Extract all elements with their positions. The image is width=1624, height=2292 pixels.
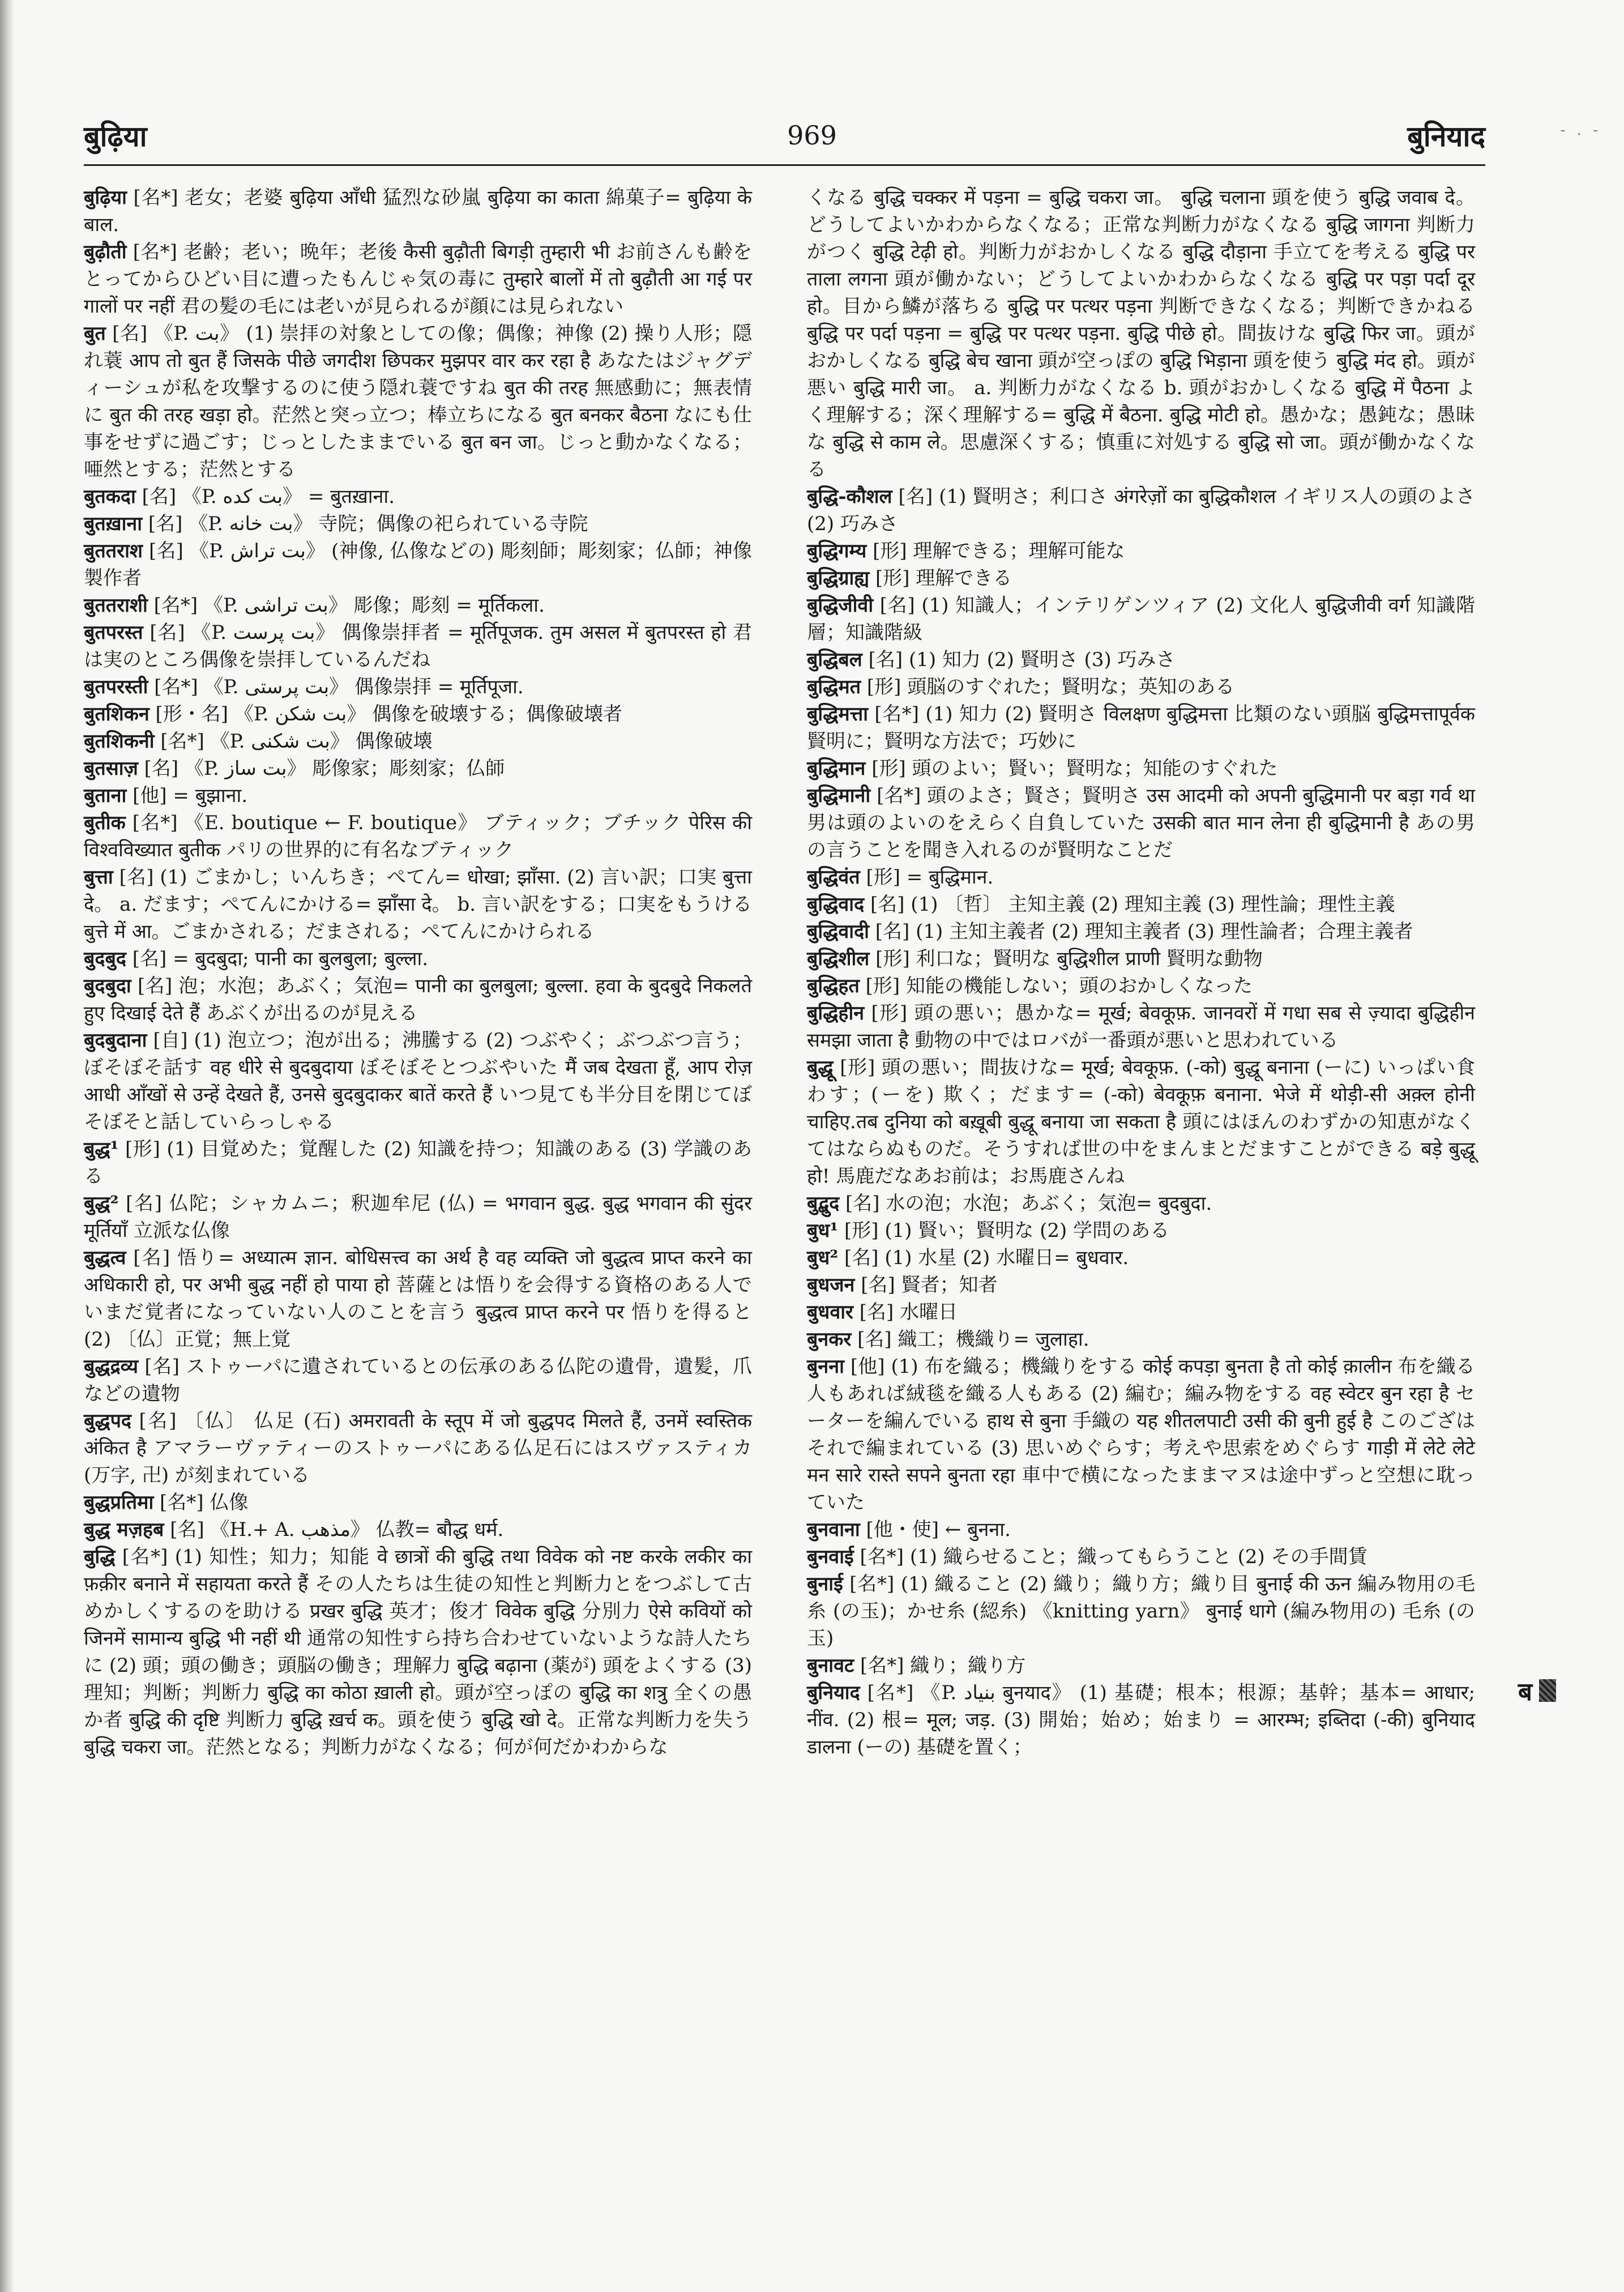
entry-definition: [名] 〔仏〕 仏足 (石) अमरावती के स्तूप में जो बुद्धपद मिलते हैं, उनमें स्वस्तिक अंकित है アマラーヴァティーのストゥーパにある仏足石にはスヴァスティカ (万字, 卍) が刻まれている	[84, 1410, 752, 1487]
entry-definition: [名] (1) 〔哲〕 主知主義 (2) 理知主義 (3) 理性論；理性主義	[864, 893, 1395, 916]
entry-definition: [名] 仏陀；シャカムニ；釈迦牟尼 (仏) = भगवान बुद्ध. बुद्ध भगवान की सुंदर मूर्तियाँ 立派な仏像	[84, 1192, 752, 1242]
entry-headword: बुद्धत्व	[84, 1247, 126, 1269]
dictionary-entry	[84, 1027, 752, 1136]
entry-headword: बुद्धि	[84, 1546, 116, 1568]
entry-definition: [形] (1) 賢い；賢明な (2) 学問のある	[838, 1219, 1170, 1242]
entry-headword: बुद्बुद	[807, 1192, 840, 1215]
entry-headword: बुद्धि-कौशल	[807, 485, 892, 508]
entry-definition: [名] 泡；水泡；あぶく；気泡= पानी का बुलबुला; बुल्ला. हवा के बुदबुदे निकलते हुए दिखाई देते हैं あぶくが出るのが見える	[84, 975, 752, 1025]
entry-headword: बुद्ध मज़हब	[84, 1518, 164, 1541]
entry-headword: बुतपरस्ती	[84, 676, 148, 698]
entry-definition: [自] (1) 泡立つ；泡が出る；沸騰する (2) つぶやく；ぶつぶつ言う；ぼそぼそ話す वह धीरे से बुदबुदाया ぼそぼそとつぶやいた मैं जब देखता हूँ, आप रोज़ आधी आँखों से उन्हें देखते हैं, उनसे बुदबुदाकर बातें करते हैं いつ見ても半分目を閉じてぼそぼそと話していらっしゃる	[84, 1029, 752, 1133]
entry-headword: बुदबुदाना	[84, 1029, 147, 1052]
entry-definition: [名] 《H.+ A. مذهب》 仏教= बौद्ध धर्म.	[164, 1518, 504, 1541]
entry-headword: बुनकर	[807, 1328, 852, 1351]
entry-definition: [名] 《P. بت ساز》 彫像家；彫刻家；仏師	[138, 757, 505, 780]
entry-headword: बुनना	[807, 1355, 844, 1378]
entry-definition: [名] (1) 賢明さ；利口さ अंगरेज़ों का बुद्धिकौशल イギリス人の頭のよさ (2) 巧みさ	[807, 485, 1475, 535]
dictionary-entry	[807, 1000, 1475, 1054]
entry-headword: बुद्धिग्राह्य	[807, 567, 870, 590]
entry-definition: [名*] 老女；老婆 बुढ़िया आँधी 猛烈な砂嵐 बुढ़िया का काता 綿菓子= बुढ़िया के बाल.	[84, 186, 752, 236]
entry-headword: बुनावट	[807, 1654, 854, 1677]
entry-definition: [名] 《P. بت خانه》 寺院；偶像の祀られている寺院	[142, 513, 588, 535]
dictionary-entry	[84, 728, 752, 755]
header-divider	[84, 164, 1485, 166]
entry-headword: बुदबुद	[84, 947, 126, 970]
entry-headword: बुद्धिवादी	[807, 920, 869, 943]
entry-definition: [形] 頭脳のすぐれた；賢明な；英知のある	[861, 676, 1235, 698]
entry-definition: [名] 《P. بت تراش》 (神像, 仏像などの) 彫刻師；彫刻家；仏師；神像製作者	[84, 540, 752, 590]
entry-definition: [名] (1) 水星 (2) 水曜日= बुधवार.	[838, 1247, 1129, 1269]
dictionary-entry	[807, 565, 1475, 592]
entry-headword: बुधजन	[807, 1274, 855, 1296]
entry-definition: [名] (1) ごまかし；いんちき；ぺてん= धोखा; झाँसा. (2) 言い訳；口実 बुत्ता दे。 a. だます；ぺてんにかける= झाँसा दे。 b. 言い訳をする；口実をもうける बुत्ते में आ。ごまかされる；だまされる；ぺてんにかけられる	[84, 866, 752, 943]
entry-definition: [名*] 《P. بت تراشی》 彫像；彫刻 = मूर्तिकला.	[147, 594, 545, 617]
dictionary-entry	[807, 1054, 1475, 1190]
entry-definition: [名] 水曜日	[853, 1301, 958, 1324]
entry-headword: बुद्धिमानी	[807, 784, 871, 807]
entry-definition: [名] 《P. بت کده》 = बुतख़ाना.	[135, 485, 395, 508]
entry-definition: [名*] (1) 知力 (2) 賢明さ विलक्षण बुद्धिमत्ता 比類のない頭脳 बुद्धिमत्तापूर्वक 賢明に；賢明な方法で；巧妙に	[807, 703, 1475, 753]
dictionary-entry	[84, 1543, 752, 1761]
entry-headword: बुतशिकन	[84, 703, 149, 725]
dictionary-entry	[807, 1543, 1475, 1570]
entry-headword: बुढ़िया	[84, 186, 127, 209]
entry-headword: बुदबुदा	[84, 975, 131, 997]
dictionary-entry	[84, 1407, 752, 1489]
header-left-headword: बुढ़िया	[84, 119, 147, 153]
entry-headword: बुनियाद	[807, 1681, 860, 1704]
entry-definition: [名] 《P. بت》 (1) 崇拝の対象としての像；偶像；神像 (2) 操り人形；隠れ蓑 आप तो बुत हैं जिसके पीछे जगदीश छिपकर मुझपर वार कर रहा है あなたはジャグディーシュが私を攻撃するのに使う隠れ蓑ですね बुत की तरह 無感動に；無表情に बुत की तरह खड़ा हो。茫然と突っ立つ；棒立ちになる बुत बनकर बैठना なにも仕事をせずに過ごす；じっとしたままでいる बुत बन जा。じっと動かなくなる；唖然とする；茫然とする	[84, 322, 752, 481]
entry-definition: [名*] 織り；織り方	[854, 1654, 1026, 1677]
entry-definition: [名*] 仏像	[153, 1491, 249, 1514]
dictionary-entry	[807, 864, 1475, 891]
entry-definition: [形] 知能の機能しない；頭のおかしくなった	[859, 975, 1253, 997]
entry-headword: बुनाई	[807, 1573, 843, 1595]
entry-headword: बुद्धिवाद	[807, 893, 865, 916]
entry-headword: बुद्धिबल	[807, 648, 862, 671]
entry-definition: [名] = बुदबुदा; पानी का बुलबुला; बुल्ला.	[126, 947, 429, 970]
dictionary-entry	[84, 537, 752, 592]
dictionary-entry	[84, 755, 752, 782]
entry-headword: बुद्धिहत	[807, 975, 860, 997]
dictionary-entry	[84, 1244, 752, 1353]
dictionary-entry	[807, 1217, 1475, 1244]
entry-definition: [名] 悟り= अध्यात्म ज्ञान. बोधिसत्त्व का अर्थ है वह व्यक्ति जो बुद्धत्व प्राप्त करने का अधिकारी हो, पर अभी बुद्ध नहीं हो पाया हो 菩薩とは悟りを会得する資格のある人でいまだ覚者になっていない人のことを言う बुद्धत्व प्राप्त करने पर 悟りを得ると (2) 〔仏〕正覚；無上覚	[84, 1247, 752, 1351]
dictionary-entry	[807, 891, 1475, 918]
dictionary-entry	[807, 1570, 1475, 1652]
entry-definition: [名] (1) 知識人；インテリゲンツィア (2) 文化人 बुद्धिजीवी वर्ग 知識階層；知識階級	[807, 594, 1475, 644]
dictionary-entry	[807, 782, 1475, 864]
entry-definition: [名*] (1) 知性；知力；知能 वे छात्रों की बुद्धि तथा विवेक को नष्ट करके लकीर का फ़क़ीर बनाने में सहायता करते हैं その人たちは生徒の知性と判断力とをつぶして古めかしくするのを助ける प्रखर बुद्धि 英才；俊才 विवेक बुद्धि 分別力 ऐसे कवियों को जिनमें सामान्य बुद्धि भी नहीं थी 通常の知性すら持ち合わせていないような詩人たちに (2) 頭；頭の働き；頭脳の働き；理解力 बुद्धि बढ़ाना (薬が) 頭をよくする (3) 理知；判断；判断力 बुद्धि का कोठा ख़ाली हो。頭が空っぽの बुद्धि का शत्रु 全くの愚か者 बुद्धि की दृष्टि 判断力 बुद्धि ख़र्च क。頭を使う बुद्धि खो दे。正常な判断力を失う बुद्धि चकरा जा。茫然となる；判断力がなくなる；何が何だかわからな	[84, 1546, 752, 1759]
entry-definition: [名*] (1) 織らせること；織ってもらうこと (2) その手間賃	[853, 1546, 1367, 1568]
thumb-index-block	[1539, 1679, 1556, 1702]
entry-definition: [名] ストゥーパに遺されているとの伝承のある仏陀の遺骨，遺髪，爪などの遺物	[84, 1355, 752, 1405]
entry-definition: [他] (1) 布を織る；機織りをする कोई कपड़ा बुनता है तो कोई क़ालीन 布を織る人もあれば絨毯を織る人もある (2) 編む；編み物をする वह स्वेटर बुन रहा है セーターを編んでいる हाथ से बुना 手織の यह शीतलपाटी उसी की बुनी हुई है このござはそれで編まれている (3) 思いめぐらす；考えや思索をめぐらす गाड़ी में लेटे लेटे मन सारे रास्ते सपने बुनता रहा 車中で横になったままマヌは途中ずっと空想に耽っていた	[807, 1355, 1475, 1514]
thumb-index-tab	[1518, 1674, 1556, 1708]
entry-headword: बुतसाज़	[84, 757, 138, 780]
entry-headword: बुध¹	[807, 1219, 839, 1242]
entry-definition: [名*] 《P. بنیاد बुनयाद》 (1) 基礎；根本；根源；基幹；基本= आधार; नींव. (2) 根= मूल; जड़. (3) 開始；始め；始まり = आरम्भ; इब्तिदा (-की) बुनियाद डालना (ーの) 基礎を置く；	[807, 1681, 1475, 1759]
dictionary-entry	[807, 755, 1475, 782]
entry-headword: बुद्धू	[807, 1056, 834, 1079]
header-right-headword: बुनियाद	[1407, 119, 1485, 153]
thumb-index-letter: ब	[1518, 1678, 1532, 1706]
entry-definition: [名] (1) 主知主義者 (2) 理知主義者 (3) 理性論者；合理主義者	[869, 920, 1413, 943]
entry-headword: बुद्धिवंत	[807, 866, 860, 889]
entry-definition: [名*] 老齢；老い；晩年；老後 कैसी बुढ़ौती बिगड़ी तुम्हारी भी お前さんも齢をとってからひどい目に遭ったもんじゃ気の毒に तुम्हारे बालों में तो बुढ़ौती आ गई पर गालों पर नहीं 君の髪の毛には老いが見られるが顔には見られない	[84, 241, 752, 318]
dictionary-entry	[807, 972, 1475, 1000]
dictionary-entry	[84, 701, 752, 728]
entry-definition: [名*] 《P. بت پرستی》 偶像崇拝 = मूर्तिपूजा.	[148, 676, 524, 698]
dictionary-entry	[807, 1353, 1475, 1516]
entry-headword: बुद्धप्रतिमा	[84, 1491, 154, 1514]
entry-definition: [名] 織工；機織り= जुलाहा.	[851, 1328, 1089, 1351]
entry-headword: बुततराशी	[84, 594, 148, 617]
dictionary-entry	[807, 1516, 1475, 1543]
dictionary-entry	[84, 592, 752, 619]
entry-definition: [形] (1) 目覚めた；覚醒した (2) 知識を持つ；知識のある (3) 学識のある	[84, 1138, 752, 1188]
right-column	[807, 184, 1475, 1761]
entry-headword: बुनवाई	[807, 1546, 854, 1568]
entry-headword: बुद्धपद	[84, 1410, 131, 1432]
entry-headword: बुतपरस्त	[84, 621, 143, 644]
entry-definition: [形] 理解できる；理解可能な	[866, 540, 1125, 562]
entry-definition: [形] 頭の悪い；愚かな= मूर्ख; बेवकूफ़. जानवरों में गधा सब से ज़्यादा बुद्धिहीन समझा जाता है 動物の中ではロバが一番頭が悪いと思われている	[807, 1002, 1475, 1052]
entry-headword: बुद्ध²	[84, 1192, 119, 1215]
entry-headword: बुद्धिमत	[807, 676, 861, 698]
entry-definition: [他] = बुझाना.	[126, 784, 248, 807]
entry-definition: [名*] 頭のよさ；賢さ；賢明さ उस आदमी को अपनी बुद्धिमानी पर बड़ा गर्व था 男は頭のよいのをえらく自負していた उसकी बात मान लेना ही बुद्धिमानी है あの男の言うことを聞き入れるのが賢明なことだ	[807, 784, 1475, 861]
entry-headword: बुताना	[84, 784, 127, 807]
entry-definition: [名] 水の泡；水泡；あぶく；気泡= बुदबुदा.	[839, 1192, 1212, 1215]
entry-headword: बुतीक	[84, 812, 126, 834]
entry-definition: [形・名] 《P. بت شکن》 偶像を破壊する；偶像破壊者	[149, 703, 623, 725]
dictionary-entry	[84, 1516, 752, 1543]
dictionary-entry	[807, 1190, 1475, 1217]
dictionary-entry	[84, 782, 752, 809]
dictionary-entry	[84, 238, 752, 320]
entry-definition: [名] (1) 知力 (2) 賢明さ (3) 巧みさ	[862, 648, 1176, 671]
entry-headword: बुधवार	[807, 1301, 853, 1324]
entry-definition: [名*] 《E. boutique ← F. boutique》 ブティック；ブチック पेरिस की विश्वविख्यात बुतीक パリの世界的に有名なブティック	[84, 812, 752, 861]
entry-headword: बुद्धिशील	[807, 947, 870, 970]
entry-headword: बुद्धिमान	[807, 757, 866, 780]
dictionary-entry	[84, 1136, 752, 1190]
dictionary-entry	[807, 537, 1475, 565]
corner-mark: - . -	[1560, 122, 1601, 139]
dictionary-entry	[807, 1679, 1475, 1761]
dictionary-entry	[84, 809, 752, 864]
entry-headword: बुनवाना	[807, 1518, 860, 1541]
entry-definition: [形] 頭のよい；賢い；賢明な；知能のすぐれた	[865, 757, 1278, 780]
dictionary-entry	[84, 619, 752, 673]
dictionary-entry	[807, 1299, 1475, 1326]
entry-headword: बुद्धिहीन	[807, 1002, 865, 1025]
entry-headword: बुद्धिमत्ता	[807, 703, 869, 725]
entry-headword: बुत	[84, 322, 106, 345]
dictionary-entry	[807, 184, 1475, 483]
dictionary-entry	[807, 701, 1475, 755]
dictionary-entry	[807, 945, 1475, 972]
entry-headword: बुढ़ौती	[84, 241, 127, 263]
left-column	[84, 184, 752, 1761]
entry-definition: くなる बुद्धि चक्कर में पड़ना = बुद्धि चकरा जा。 बुद्धि चलाना 頭を使う बुद्धि जवाब दे。どうしてよいかわからなくなる；正常な判断力がなくなる बुद्धि जागना 判断力がつく बुद्धि टेढ़ी हो。判断力がおかしくなる बुद्धि दौड़ाना 手立てを考える बुद्धि पर ताला लगना 頭が働かない；どうしてよいかわからなくなる बुद्धि पर पड़ा पर्दा दूर हो。目から鱗が落ちる बुद्धि पर पत्थर पड़ना 判断できなくなる；判断できかねる बुद्धि पर पर्दा पड़ना = बुद्धि पर पत्थर पड़ना. बुद्धि पीछे हो。間抜けな बुद्धि फिर जा。頭がおかしくなる बुद्धि बेच खाना 頭が空っぽの बुद्धि भिड़ाना 頭を使う बुद्धि मंद हो。頭が悪い बुद्धि मारी जा。 a. 判断力がなくなる b. 頭がおかしくなる बुद्धि में पैठना よく理解する；深く理解する= बुद्धि में बैठना. बुद्धि मोटी हो。愚かな；愚鈍な；愚昧な बुद्धि से काम ले。思慮深くする；慎重に対処する बुद्धि सो जा。頭が働かなくなる	[807, 186, 1475, 481]
entry-definition: [他・使] ← बुनना.	[860, 1518, 1011, 1541]
entry-headword: बुततराश	[84, 540, 143, 562]
entry-headword: बुतकदा	[84, 485, 136, 508]
dictionary-entry	[84, 1190, 752, 1244]
dictionary-entry	[84, 864, 752, 945]
dictionary-entry	[807, 1326, 1475, 1353]
entry-headword: बुद्धिजीवी	[807, 594, 874, 617]
dictionary-entry	[807, 1652, 1475, 1679]
dictionary-entry	[807, 483, 1475, 537]
entry-headword: बुद्धिगम्य	[807, 540, 867, 562]
dictionary-entry	[807, 673, 1475, 701]
dictionary-entry	[807, 1271, 1475, 1299]
entry-headword: बुत्ता	[84, 866, 113, 889]
entry-definition: [形] 頭の悪い；間抜けな= मूर्ख; बेवकूफ़. (-को) बुद्धू बनाना (ーに) いっぱい食わす；(ーを) 欺く；だます= (-को) बेवकूफ़ बनाना. भेजे में थोड़ी-सी अक़्ल होनी चाहिए.तब दुनिया को बख़ूबी बुद्धू बनाया जा सकता है 頭にはほんのわずかの知恵がなくてはならぬものだ。そうすれば世の中をまんまとだますことができる बड़े बुद्धू हो! 馬鹿だなあお前は；お馬鹿さんね	[807, 1056, 1475, 1188]
dictionary-entry	[807, 918, 1475, 945]
page-binding-shadow	[0, 0, 15, 2292]
entry-definition: [名*] 《P. بت شکنی》 偶像破壊	[154, 730, 433, 753]
dictionary-entry	[807, 646, 1475, 673]
entry-headword: बुध²	[807, 1247, 839, 1269]
dictionary-entry	[807, 1244, 1475, 1271]
dictionary-entry	[84, 184, 752, 238]
dictionary-entry	[807, 592, 1475, 646]
dictionary-entry	[84, 945, 752, 972]
entry-definition: [名] 《P. بت پرست》 偶像崇拝者 = मूर्तिपूजक. तुम असल में बुतपरस्त हो 君は実のところ偶像を崇拝しているんだね	[84, 621, 752, 671]
dictionary-entry	[84, 320, 752, 483]
page-number: 969	[787, 120, 837, 151]
entry-headword: बुद्धद्रव्य	[84, 1355, 138, 1378]
entry-headword: बुतशिकनी	[84, 730, 155, 753]
dictionary-entry	[84, 1353, 752, 1407]
dictionary-entry	[84, 510, 752, 537]
dictionary-entry	[84, 1489, 752, 1516]
entry-definition: [形] 理解できる	[869, 567, 1012, 590]
entry-definition: [形] = बुद्धिमान.	[860, 866, 994, 889]
dictionary-entry	[84, 673, 752, 701]
entry-headword: बुद्ध¹	[84, 1138, 119, 1160]
dictionary-entry	[84, 972, 752, 1027]
entry-definition: [名] 賢者；知者	[854, 1274, 998, 1296]
dictionary-entry	[84, 483, 752, 510]
entry-definition: [形] 利口な；賢明な बुद्धिशील प्राणी 賢明な動物	[869, 947, 1263, 970]
entry-headword: बुतख़ाना	[84, 513, 143, 535]
entry-definition: [名*] (1) 織ること (2) 織り；織り方；織り目 बुनाई की ऊन 編み物用の毛糸 (の玉)；かせ糸 (綛糸) 《knitting yarn》 बुनाई धागे (編み物用の) 毛糸 (の玉)	[807, 1573, 1475, 1650]
